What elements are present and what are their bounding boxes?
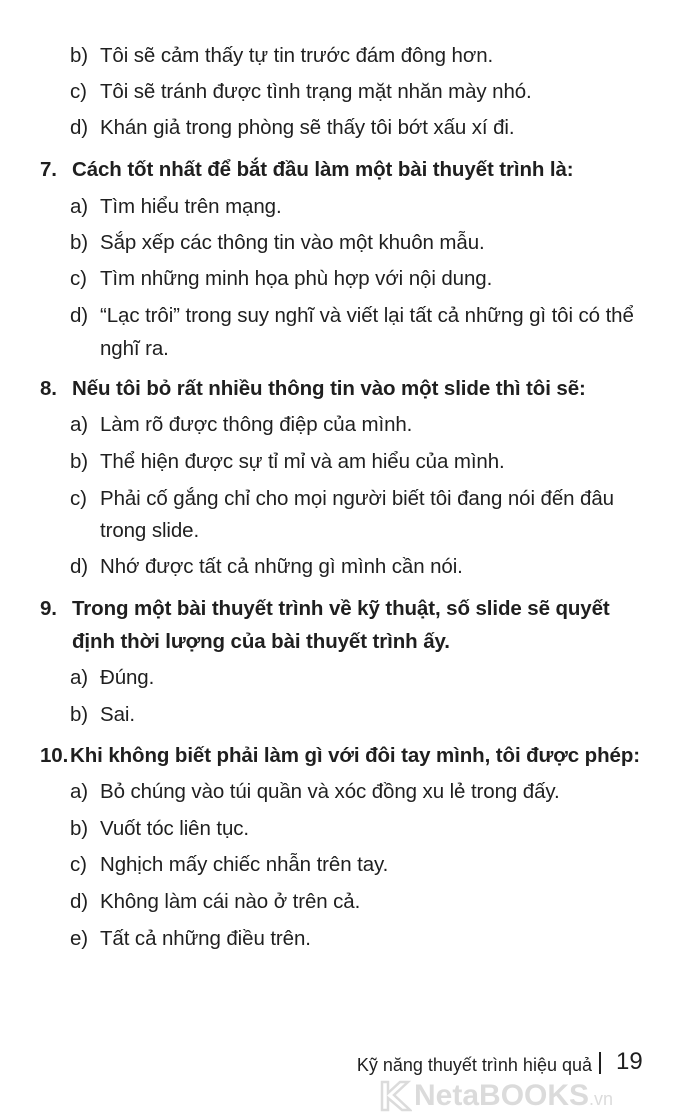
option-text: Đúng. [100, 666, 155, 689]
option-text: Thể hiện được sự tỉ mỉ và am hiểu của mình. [100, 450, 505, 473]
question-text: định thời lượng của bài thuyết trình ấy. [72, 630, 450, 653]
question-number: 8. [40, 377, 57, 400]
question-text: Khi không biết phải làm gì với đôi tay mình, tôi được phép: [70, 744, 640, 767]
option-letter: d) [70, 890, 89, 913]
option-text: Sắp xếp các thông tin vào một khuôn mẫu. [100, 231, 485, 254]
question-text: Trong một bài thuyết trình về kỹ thuật, số slide sẽ quyết [72, 597, 610, 620]
footer-separator [599, 1052, 601, 1074]
option-letter: a) [70, 413, 89, 436]
page-number: 19 [616, 1048, 643, 1075]
watermark [378, 1078, 690, 1114]
option-letter: b) [70, 44, 89, 67]
option-letter: b) [70, 703, 89, 726]
option-letter: b) [70, 231, 89, 254]
question-text: Cách tốt nhất để bắt đầu làm một bài thuyết trình là: [72, 158, 574, 181]
question-text: Nếu tôi bỏ rất nhiều thông tin vào một slide thì tôi sẽ: [72, 377, 586, 400]
option-letter: b) [70, 450, 89, 473]
netabooks-logo-icon [378, 1078, 412, 1114]
option-letter: b) [70, 817, 89, 840]
option-text: Làm rõ được thông điệp của mình. [100, 413, 413, 436]
option-text: trong slide. [100, 519, 200, 542]
option-text: Tôi sẽ cảm thấy tự tin trước đám đông hơn. [100, 44, 494, 67]
option-letter: d) [70, 304, 89, 327]
option-letter: c) [70, 853, 87, 876]
option-text: Sai. [100, 703, 135, 726]
option-text: Tìm hiểu trên mạng. [100, 195, 282, 218]
watermark-text: NetaBOOKS.vn [414, 1079, 614, 1112]
option-letter: e) [70, 927, 89, 950]
option-text: Nghịch mấy chiếc nhẫn trên tay. [100, 853, 389, 876]
question-number: 10. [40, 744, 69, 767]
option-text: Vuốt tóc liên tục. [100, 817, 249, 840]
option-letter: c) [70, 80, 87, 103]
book-title: Kỹ năng thuyết trình hiệu quả [356, 1055, 592, 1075]
option-letter: a) [70, 780, 89, 803]
option-text: Tôi sẽ tránh được tình trạng mặt nhăn mày nhó. [100, 80, 532, 103]
option-text: Phải cố gắng chỉ cho mọi người biết tôi đang nói đến đâu [100, 487, 614, 510]
question-number: 9. [40, 597, 57, 620]
option-letter: d) [70, 555, 89, 578]
option-text: nghĩ ra. [100, 337, 169, 360]
option-letter: d) [70, 116, 89, 139]
option-letter: c) [70, 267, 87, 290]
option-text: Tất cả những điều trên. [100, 927, 311, 950]
option-letter: c) [70, 487, 87, 510]
option-text: Tìm những minh họa phù hợp với nội dung. [100, 267, 493, 290]
option-letter: a) [70, 195, 89, 218]
option-text: Không làm cái nào ở trên cả. [100, 890, 361, 913]
question-number: 7. [40, 158, 57, 181]
option-text: “Lạc trôi” trong suy nghĩ và viết lại tất cả những gì tôi có thể [100, 304, 634, 327]
option-text: Khán giả trong phòng sẽ thấy tôi bớt xấu xí đi. [100, 116, 515, 139]
option-text: Bỏ chúng vào túi quần và xóc đồng xu lẻ trong đấy. [100, 780, 560, 803]
option-letter: a) [70, 666, 89, 689]
option-text: Nhớ được tất cả những gì mình cần nói. [100, 555, 463, 578]
